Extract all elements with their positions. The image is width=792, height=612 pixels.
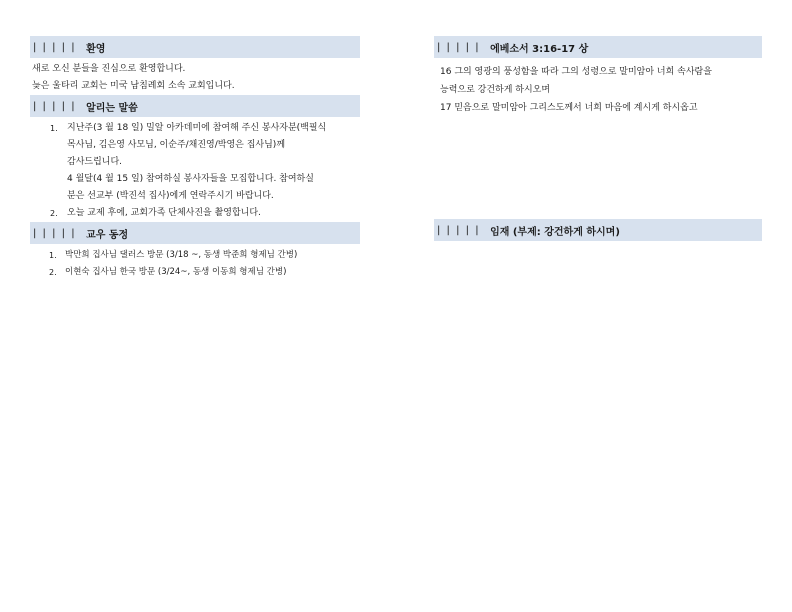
- header-pipes: | | | | |: [33, 227, 77, 239]
- announcement-line: 오늘 교제 후에, 교회가족 단체사진을 촬영합니다.: [67, 208, 261, 218]
- scripture-text: [434, 63, 762, 117]
- announcement-item: [30, 205, 360, 222]
- announcement-line: 4 월달(4 월 15 일) 참여하실 봉사자들을 모집합니다. 참여하실: [67, 174, 314, 184]
- members-news-title: 교우 동정: [86, 229, 129, 241]
- verse-16-line: 16 그의 영광의 풍성함을 따라 그의 성령으로 말미암아 너희 속사람을: [440, 67, 712, 77]
- announcement-item: [30, 120, 360, 205]
- announcements-header: [30, 95, 360, 117]
- welcome-line: 새로 오신 분들을 진심으로 환영합니다.: [32, 64, 186, 74]
- announcement-line: 감사드립니다.: [67, 157, 123, 167]
- announcement-line: 지난주(3 월 18 일) 밀알 아카데미에 참여해 주신 봉사자분(백필식: [67, 123, 327, 133]
- header-pipes: | | | | |: [33, 41, 77, 53]
- welcome-line: 늦은 울타리 교회는 미국 남침례회 소속 교회입니다.: [32, 81, 235, 91]
- announcement-line: 목사님, 김은영 사모님, 이순주/채진영/박영은 집사님)께: [67, 140, 286, 150]
- verse-17: 17 믿음으로 말미암아 그리스도께서 너희 마음에 계시게 하시옵고: [440, 103, 698, 113]
- header-pipes: | | | | |: [437, 41, 481, 53]
- announcement-line: 분은 선교부 (박진석 집사)에게 연락주시기 바랍니다.: [67, 191, 274, 201]
- right-column: [434, 36, 762, 241]
- header-pipes: | | | | |: [437, 224, 481, 236]
- announcements-title: 알리는 말씀: [86, 102, 138, 114]
- members-news-header: [30, 222, 360, 244]
- members-news-text: 박만희 집사님 댈러스 방문 (3/18 ~, 동생 박준희 형제님 간병): [65, 250, 298, 260]
- header-pipes: | | | | |: [33, 100, 77, 112]
- scripture-title: 에베소서 3:16-17 상: [490, 43, 589, 55]
- welcome-title: 환영: [86, 43, 106, 55]
- announcements-list: [30, 120, 360, 222]
- members-news-text: 이현숙 집사님 한국 방문 (3/24~, 동생 이동희 형제님 간병): [65, 267, 287, 277]
- item-number: 1.: [50, 124, 58, 133]
- verse-16-line: 능력으로 강건하게 하시오며: [440, 85, 551, 95]
- item-number: 1.: [49, 251, 57, 260]
- item-number: 2.: [49, 268, 57, 277]
- scripture-header: [434, 36, 762, 58]
- sermon-header: [434, 219, 762, 241]
- members-news-item: [30, 247, 360, 264]
- members-news-item: [30, 264, 360, 281]
- members-news-list: [30, 247, 360, 281]
- item-number: 2.: [50, 209, 58, 218]
- welcome-header: [30, 36, 360, 58]
- left-column: [30, 36, 360, 281]
- sermon-title: 임재 (부제: 강건하게 하시며): [490, 226, 620, 238]
- welcome-text: [30, 61, 360, 95]
